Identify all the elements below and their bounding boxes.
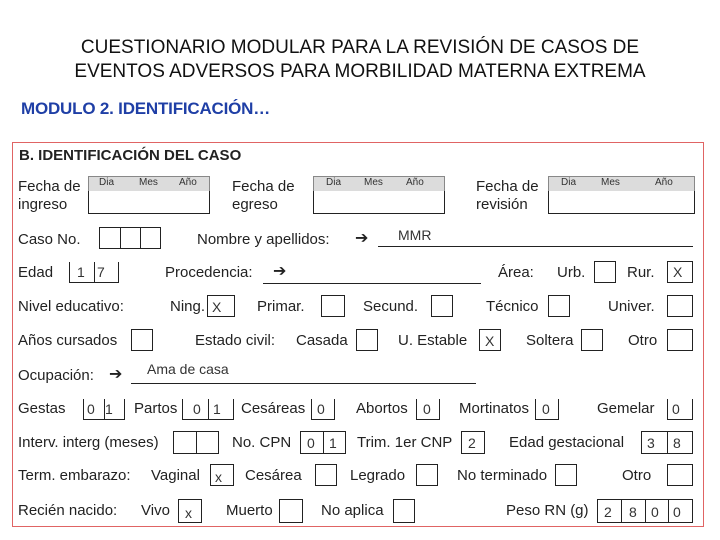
- partos-value-2: 1: [213, 401, 221, 417]
- interv-field[interactable]: [173, 431, 219, 454]
- procedencia-label: Procedencia:: [165, 264, 253, 281]
- fecha-egreso-label-2: egreso: [232, 196, 278, 213]
- dia-header: Dia: [99, 177, 115, 188]
- edad-label: Edad: [18, 264, 54, 281]
- nombre-label: Nombre y apellidos:: [197, 231, 330, 248]
- no-cpn-value-2: 1: [329, 435, 337, 451]
- caso-no-field[interactable]: [99, 227, 161, 249]
- ocupacion-label: Ocupación:: [18, 367, 94, 384]
- no-terminado-checkbox[interactable]: [555, 464, 577, 486]
- muerto-checkbox[interactable]: [279, 499, 303, 523]
- nombre-value: MMR: [398, 227, 432, 243]
- otro-checkbox-2[interactable]: [667, 464, 693, 486]
- ano-header: Año: [406, 177, 424, 188]
- gemelar-field[interactable]: [667, 399, 693, 420]
- ocupacion-value: Ama de casa: [147, 361, 229, 377]
- vivo-label: Vivo: [141, 502, 170, 519]
- fecha-ingreso-label-2: ingreso: [18, 196, 68, 213]
- legrado-label: Legrado: [350, 467, 406, 484]
- no-terminado-label: No terminado: [457, 467, 548, 484]
- ano-header: Año: [655, 177, 673, 188]
- mes-header: Mes: [139, 177, 158, 188]
- recien-nacido-label: Recién nacido:: [18, 502, 118, 519]
- urb-label: Urb.: [557, 264, 586, 281]
- tecnico-label: Técnico: [486, 298, 539, 315]
- dia-header: Dia: [561, 177, 577, 188]
- rur-mark: X: [673, 264, 683, 280]
- fecha-revision-label-2: revisión: [476, 196, 528, 213]
- primar-checkbox[interactable]: [321, 295, 345, 317]
- term-embarazo-label: Term. embarazo:: [18, 467, 131, 484]
- abortos-label: Abortos: [356, 400, 408, 417]
- otro-label-2: Otro: [622, 467, 652, 484]
- estado-civil-label: Estado civil:: [195, 332, 276, 349]
- mes-header: Mes: [364, 177, 383, 188]
- no-cpn-value-1: 0: [307, 435, 315, 451]
- gemelar-label: Gemelar: [597, 400, 655, 417]
- edad-gestacional-value-1: 3: [647, 435, 655, 451]
- fecha-egreso-header: [313, 176, 445, 192]
- anos-cursados-label: Años cursados: [18, 332, 118, 349]
- peso-rn-value-4: 0: [673, 504, 681, 520]
- peso-rn-value-3: 0: [651, 504, 659, 520]
- casada-label: Casada: [296, 332, 348, 349]
- otro-label: Otro: [628, 332, 658, 349]
- case-identification-form: [12, 142, 704, 527]
- vaginal-label: Vaginal: [151, 467, 200, 484]
- tecnico-checkbox[interactable]: [548, 295, 570, 317]
- edad-value-2: 7: [97, 264, 105, 280]
- procedencia-field[interactable]: [263, 283, 481, 284]
- gestas-value-2: 1: [105, 401, 113, 417]
- vaginal-checkbox[interactable]: [210, 464, 234, 486]
- trim-value: 2: [468, 435, 476, 451]
- ning-mark: X: [212, 299, 222, 315]
- fecha-egreso-field[interactable]: [313, 191, 445, 214]
- arrow-right-icon: ➔: [109, 366, 123, 383]
- edad-value-1: 1: [77, 264, 85, 280]
- trim-label: Trim. 1er CNP: [357, 434, 453, 451]
- caso-no-label: Caso No.: [18, 231, 81, 248]
- cesareas-label: Cesáreas: [241, 400, 306, 417]
- module-heading: MODULO 2. IDENTIFICACIÓN…: [21, 99, 271, 118]
- partos-label: Partos: [134, 400, 178, 417]
- u-estable-mark: X: [485, 333, 495, 349]
- gestas-value-1: 0: [87, 401, 95, 417]
- cesareas-value: 0: [317, 401, 325, 417]
- no-aplica-checkbox[interactable]: [393, 499, 415, 523]
- muerto-label: Muerto: [226, 502, 273, 519]
- ocupacion-field[interactable]: [131, 383, 476, 384]
- dia-header: Dia: [326, 177, 342, 188]
- page-title-line-2: EVENTOS ADVERSOS PARA MORBILIDAD MATERNA EXTREMA: [74, 61, 646, 82]
- nivel-educativo-label: Nivel educativo:: [18, 298, 124, 315]
- mes-header: Mes: [601, 177, 620, 188]
- ning-label: Ning.: [170, 298, 206, 315]
- univer-checkbox[interactable]: [667, 295, 693, 317]
- peso-rn-value-1: 2: [604, 504, 612, 520]
- vaginal-mark: x: [215, 469, 222, 485]
- fecha-ingreso-field[interactable]: [88, 191, 210, 214]
- interv-label: Interv. interg (meses): [18, 434, 159, 451]
- arrow-right-icon: ➔: [355, 230, 369, 247]
- gestas-label: Gestas: [18, 400, 66, 417]
- secund-label: Secund.: [363, 298, 419, 315]
- urb-checkbox[interactable]: [594, 261, 616, 283]
- fecha-revision-header: [548, 176, 695, 192]
- nombre-field[interactable]: [378, 246, 693, 247]
- soltera-checkbox[interactable]: [581, 329, 603, 351]
- fecha-ingreso-label: Fecha de: [18, 178, 81, 195]
- page-title-line-1: CUESTIONARIO MODULAR PARA LA REVISIÓN DE CASOS DE: [80, 37, 640, 58]
- abortos-value: 0: [423, 401, 431, 417]
- legrado-checkbox[interactable]: [416, 464, 438, 486]
- peso-rn-label: Peso RN (g): [506, 502, 589, 519]
- soltera-label: Soltera: [526, 332, 574, 349]
- gemelar-value: 0: [672, 401, 680, 417]
- partos-field[interactable]: [182, 399, 234, 420]
- peso-rn-value-2: 8: [629, 504, 637, 520]
- cesarea-label: Cesárea: [245, 467, 302, 484]
- area-label: Área:: [498, 264, 534, 281]
- rur-label: Rur.: [627, 264, 655, 281]
- cesarea-checkbox[interactable]: [315, 464, 337, 486]
- edad-gestacional-value-2: 8: [673, 435, 681, 451]
- fecha-egreso-label: Fecha de: [232, 178, 295, 195]
- fecha-revision-label: Fecha de: [476, 178, 539, 195]
- fecha-revision-field[interactable]: [548, 191, 695, 214]
- no-cpn-label: No. CPN: [232, 434, 292, 451]
- fecha-ingreso-header: [88, 176, 210, 192]
- mortinatos-value: 0: [542, 401, 550, 417]
- arrow-right-icon: ➔: [273, 263, 287, 280]
- casada-checkbox[interactable]: [356, 329, 378, 351]
- u-estable-label: U. Estable: [398, 332, 468, 349]
- mortinatos-label: Mortinatos: [459, 400, 530, 417]
- vivo-mark: x: [185, 505, 192, 521]
- univer-label: Univer.: [608, 298, 655, 315]
- edad-gestacional-label: Edad gestacional: [509, 434, 625, 451]
- section-title: B. IDENTIFICACIÓN DEL CASO: [19, 147, 242, 164]
- ano-header: Año: [179, 177, 197, 188]
- anos-cursados-field[interactable]: [131, 329, 153, 351]
- partos-value-1: 0: [193, 401, 201, 417]
- otro-checkbox[interactable]: [667, 329, 693, 351]
- secund-checkbox[interactable]: [431, 295, 453, 317]
- no-aplica-label: No aplica: [321, 502, 384, 519]
- primar-label: Primar.: [257, 298, 305, 315]
